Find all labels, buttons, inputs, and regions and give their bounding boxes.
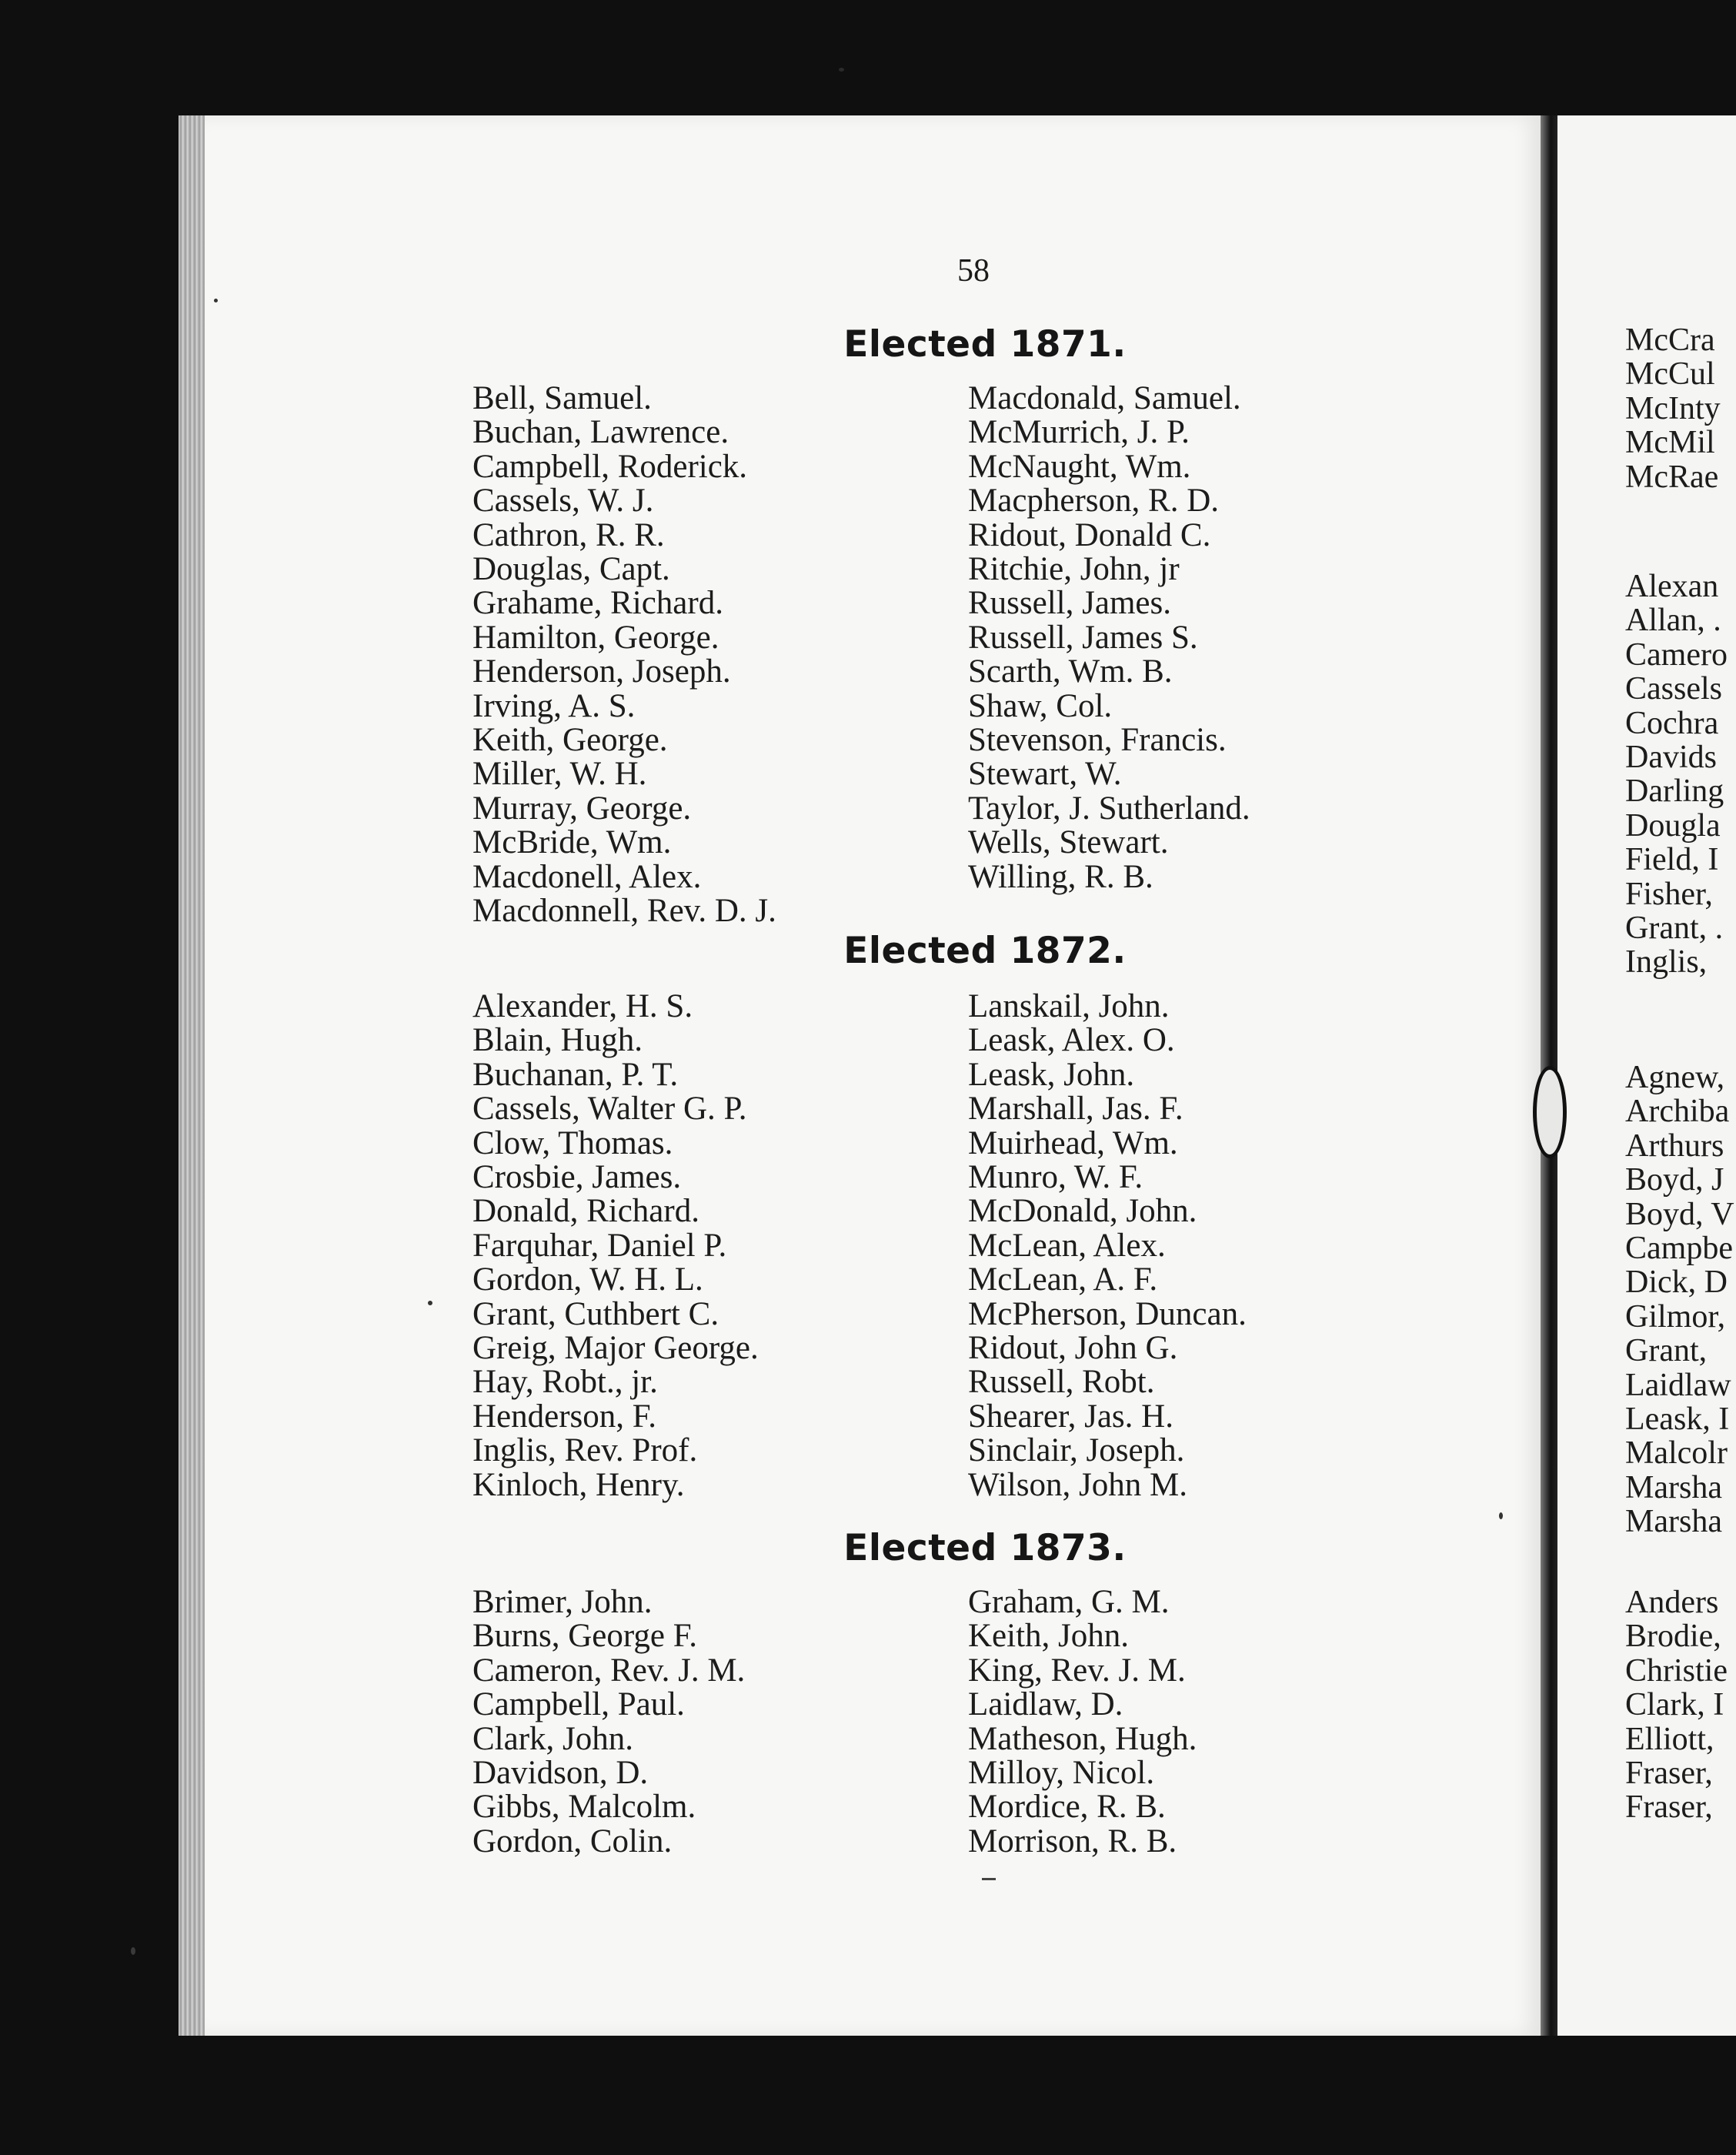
- facing-page-line: Marsha: [1625, 1504, 1722, 1539]
- facing-page-line: Gilmor,: [1625, 1298, 1726, 1335]
- member-name: Matheson, Hugh.: [968, 1720, 1197, 1757]
- member-name: Grant, Cuthbert C.: [472, 1295, 719, 1332]
- member-name: Russell, James.: [968, 585, 1171, 622]
- facing-page-line: Archiba: [1625, 1094, 1730, 1130]
- member-name: Clark, John.: [472, 1720, 634, 1757]
- member-name: Alexander, H. S.: [472, 988, 693, 1024]
- member-name: Donald, Richard.: [472, 1193, 699, 1230]
- section-heading-1872: Elected 1872.: [843, 930, 1127, 972]
- facing-page-line: Brodie,: [1625, 1619, 1721, 1655]
- facing-page-column-1: [1625, 323, 1736, 494]
- member-name: McNaught, Wm.: [968, 448, 1191, 485]
- scan-speck: [839, 68, 844, 72]
- facing-page-line: Boyd, V: [1625, 1196, 1734, 1232]
- member-name: Henderson, Joseph.: [472, 653, 731, 690]
- member-name: Bell, Samuel.: [472, 380, 652, 416]
- member-name: McBride, Wm.: [472, 824, 672, 861]
- member-name: Cathron, R. R.: [472, 516, 665, 553]
- member-name: McDonald, John.: [968, 1193, 1197, 1230]
- member-name: Morrison, R. B.: [968, 1823, 1177, 1859]
- member-name: Crosbie, James.: [472, 1159, 682, 1196]
- member-name: Buchanan, P. T.: [472, 1056, 679, 1093]
- member-name: Hay, Robt., jr.: [472, 1364, 658, 1401]
- facing-page-line: Allan, .: [1625, 603, 1721, 639]
- facing-page-line: Cassels: [1625, 671, 1722, 707]
- facing-page-line: Clark, I: [1625, 1687, 1724, 1723]
- facing-page-line: McMil: [1625, 425, 1715, 461]
- facing-page-line: McCul: [1625, 356, 1715, 393]
- member-name: Grahame, Richard.: [472, 585, 723, 622]
- facing-page-line: Arthurs: [1625, 1128, 1724, 1164]
- member-name: Burns, George F.: [472, 1618, 697, 1655]
- member-name: Shaw, Col.: [968, 687, 1113, 724]
- member-name: Ridout, John G.: [968, 1330, 1178, 1367]
- facing-page-line: Fisher,: [1625, 876, 1713, 912]
- member-name: Leask, Alex. O.: [968, 1022, 1175, 1059]
- members-1872-left: [472, 990, 759, 1502]
- page-number: 58: [957, 253, 990, 289]
- facing-page-line: Elliott,: [1625, 1721, 1714, 1757]
- member-name: Henderson, F.: [472, 1398, 656, 1435]
- facing-page-line: Alexan: [1625, 570, 1719, 604]
- member-name: Graham, G. M.: [968, 1584, 1170, 1620]
- members-1873-right: [968, 1585, 1197, 1859]
- facing-page-line: Christie: [1625, 1652, 1728, 1689]
- facing-page-line: Campbe: [1625, 1231, 1733, 1267]
- member-name: Farquhar, Daniel P.: [472, 1227, 727, 1264]
- member-name: Wilson, John M.: [968, 1466, 1187, 1503]
- facing-page-line: Leask, I: [1625, 1402, 1730, 1438]
- scan-speck: [1499, 1512, 1503, 1519]
- facing-page-line: Grant,: [1625, 1333, 1708, 1369]
- facing-page-line: Agnew,: [1625, 1061, 1725, 1095]
- member-name: Macdonnell, Rev. D. J.: [472, 893, 776, 930]
- member-name: Russell, Robt.: [968, 1364, 1155, 1401]
- facing-page-line: Fraser,: [1625, 1756, 1713, 1792]
- facing-page-line: Field, I: [1625, 842, 1719, 878]
- facing-page-line: Dougla: [1625, 807, 1721, 844]
- facing-page-line: Boyd, J: [1625, 1162, 1724, 1198]
- members-1873-left: [472, 1585, 745, 1859]
- member-name: Macpherson, R. D.: [968, 483, 1220, 520]
- member-name: Taylor, J. Sutherland.: [968, 790, 1250, 827]
- members-1871-right: [968, 382, 1250, 894]
- member-name: Mordice, R. B.: [968, 1789, 1166, 1826]
- member-name: Inglis, Rev. Prof.: [472, 1432, 698, 1469]
- member-name: Murray, George.: [472, 790, 692, 827]
- member-name: Scarth, Wm. B.: [968, 653, 1173, 690]
- member-name: Cassels, Walter G. P.: [472, 1091, 747, 1128]
- facing-page-line: Cochra: [1625, 705, 1719, 741]
- member-name: Gordon, W. H. L.: [472, 1261, 703, 1298]
- section-heading-1873: Elected 1873.: [843, 1527, 1127, 1569]
- member-name: Marshall, Jas. F.: [968, 1091, 1183, 1128]
- scan-speck: [131, 1947, 135, 1955]
- gutter-clip: [1533, 1066, 1567, 1158]
- member-name: Brimer, John.: [472, 1584, 653, 1620]
- member-name: Sinclair, Joseph.: [968, 1432, 1185, 1469]
- section-heading-1871: Elected 1871.: [843, 323, 1127, 366]
- members-1871-left: [472, 382, 776, 929]
- member-name: Clow, Thomas.: [472, 1124, 673, 1161]
- member-name: McLean, Alex.: [968, 1227, 1166, 1264]
- member-name: Hamilton, George.: [472, 619, 719, 656]
- facing-page-line: Malcolr: [1625, 1435, 1728, 1472]
- member-name: McLean, A. F.: [968, 1261, 1158, 1298]
- member-name: Lanskail, John.: [968, 988, 1170, 1024]
- facing-page-line: Dick, D: [1625, 1265, 1728, 1301]
- facing-page-line: Camero: [1625, 636, 1728, 673]
- member-name: Kinloch, Henry.: [472, 1466, 685, 1503]
- member-name: McPherson, Duncan.: [968, 1295, 1247, 1332]
- facing-page-line: Darling: [1625, 773, 1724, 810]
- scan-speck: [214, 299, 218, 302]
- member-name: Stevenson, Francis.: [968, 722, 1227, 759]
- member-name: Ridout, Donald C.: [968, 516, 1211, 553]
- facing-page-line: Grant, .: [1625, 910, 1724, 947]
- member-name: Laidlaw, D.: [968, 1686, 1123, 1723]
- member-name: Campbell, Paul.: [472, 1686, 685, 1723]
- left-page: [205, 115, 1544, 2036]
- member-name: Ritchie, John, jr: [968, 551, 1180, 588]
- member-name: Macdonald, Samuel.: [968, 380, 1241, 416]
- member-name: Cameron, Rev. J. M.: [472, 1652, 746, 1689]
- member-name: Leask, John.: [968, 1056, 1135, 1093]
- scan-speck: [428, 1301, 432, 1305]
- member-name: Muirhead, Wm.: [968, 1124, 1178, 1161]
- member-name: Douglas, Capt.: [472, 551, 670, 588]
- member-name: Shearer, Jas. H.: [968, 1398, 1173, 1435]
- member-name: Willing, R. B.: [968, 858, 1153, 895]
- member-name: Buchan, Lawrence.: [472, 414, 729, 451]
- member-name: Blain, Hugh.: [472, 1022, 643, 1059]
- facing-page-column-2: [1625, 570, 1736, 980]
- member-name: Stewart, W.: [968, 756, 1122, 793]
- member-name: Gordon, Colin.: [472, 1823, 673, 1859]
- facing-page-line: McInty: [1625, 390, 1721, 426]
- facing-page-line: McRae: [1625, 459, 1719, 495]
- member-name: Macdonell, Alex.: [472, 858, 702, 895]
- scan-speck: [982, 1878, 996, 1880]
- member-name: Munro, W. F.: [968, 1159, 1143, 1196]
- member-name: Campbell, Roderick.: [472, 448, 748, 485]
- member-name: Miller, W. H.: [472, 756, 647, 793]
- member-name: Wells, Stewart.: [968, 824, 1169, 861]
- member-name: King, Rev. J. M.: [968, 1652, 1186, 1689]
- members-1872-right: [968, 990, 1247, 1502]
- facing-page-line: Inglis,: [1625, 944, 1708, 980]
- facing-page-line: Fraser,: [1625, 1789, 1713, 1825]
- member-name: McMurrich, J. P.: [968, 414, 1190, 451]
- member-name: Keith, George.: [472, 722, 668, 759]
- facing-page-line: Laidlaw: [1625, 1367, 1731, 1403]
- member-name: Keith, John.: [968, 1618, 1130, 1655]
- member-name: Milloy, Nicol.: [968, 1755, 1155, 1792]
- member-name: Davidson, D.: [472, 1755, 649, 1792]
- member-name: Irving, A. S.: [472, 687, 636, 724]
- member-name: Russell, James S.: [968, 619, 1198, 656]
- facing-page-line: Anders: [1625, 1585, 1719, 1620]
- facing-page-line: McCra: [1625, 323, 1715, 358]
- facing-page-column-4: [1625, 1585, 1736, 1825]
- facing-page-column-3: [1625, 1061, 1736, 1539]
- member-name: Cassels, W. J.: [472, 483, 654, 520]
- member-name: Gibbs, Malcolm.: [472, 1789, 696, 1826]
- facing-page-line: Marsha: [1625, 1469, 1722, 1505]
- member-name: Greig, Major George.: [472, 1330, 759, 1367]
- facing-page-line: Davids: [1625, 740, 1717, 776]
